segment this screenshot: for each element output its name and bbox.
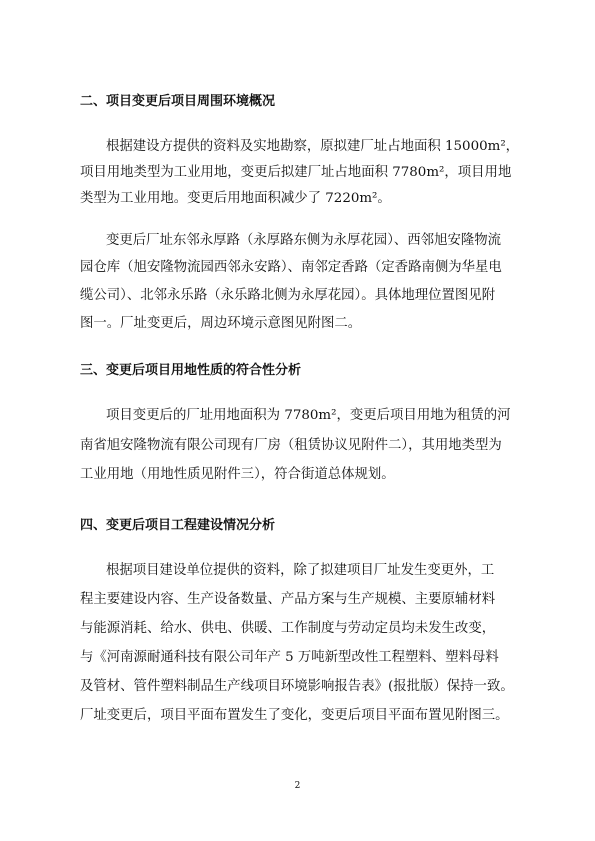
paragraph-line: 园仓库（旭安隆物流园西邻永安路）、南邻定香路（定香路南侧为华星电 [80,260,502,275]
paragraph-line: 缆公司）、北邻永乐路（永乐路北侧为永厚花园）。具体地理位置图见附 [80,288,496,303]
paragraph-line: 根据建设方提供的资料及实地勘察，原拟建厂址占地面积 15000m²， [106,139,520,154]
section-heading-4: 四、变更后项目工程建设情况分析 [80,518,276,533]
paragraph-line: 与能源消耗、给水、供电、供暖、工作制度与劳动定员均未发生改变， [80,621,496,636]
paragraph-line: 根据项目建设单位提供的资料，除了拟建项目厂址发生变更外，工 [106,563,495,578]
paragraph-line: 工业用地（用地性质见附件三），符合街道总体规划。 [80,467,395,482]
paragraph-line: 程主要建设内容、生产设备数量、产品方案与生产规模、主要原辅材料 [80,592,496,607]
section-heading-3: 三、变更后项目用地性质的符合性分析 [80,363,302,378]
paragraph-line: 厂址变更后，项目平面布置发生了变化，变更后项目平面布置见附图三。 [80,708,509,723]
paragraph-line: 项目用地类型为工业用地，变更后拟建厂址占地面积 7780m²，项目用地 [80,165,512,180]
paragraph-line: 南省旭安隆物流有限公司现有厂房（租赁协议见附件二），其用地类型为 [80,438,502,453]
paragraph-line: 项目变更后的厂址用地面积为 7780m²，变更后项目用地为租赁的河 [106,408,511,423]
paragraph-line: 类型为工业用地。变更后用地面积减少了 7220m²。 [80,191,391,206]
paragraph-line: 与《河南源耐通科技有限公司年产 5 万吨新型改性工程塑料、塑料母料 [80,650,499,665]
section-heading-2: 二、项目变更后项目周围环境概况 [80,94,276,109]
paragraph-line: 及管材、管件塑料制品生产线项目环境影响报告表》(报批版）保持一致。 [80,679,514,694]
page-number: 2 [294,781,301,791]
paragraph-line: 变更后厂址东邻永厚路（永厚路东侧为永厚花园）、西邻旭安隆物流 [106,233,502,248]
paragraph-line: 图一。厂址变更后，周边环境示意图见附图二。 [80,316,362,331]
